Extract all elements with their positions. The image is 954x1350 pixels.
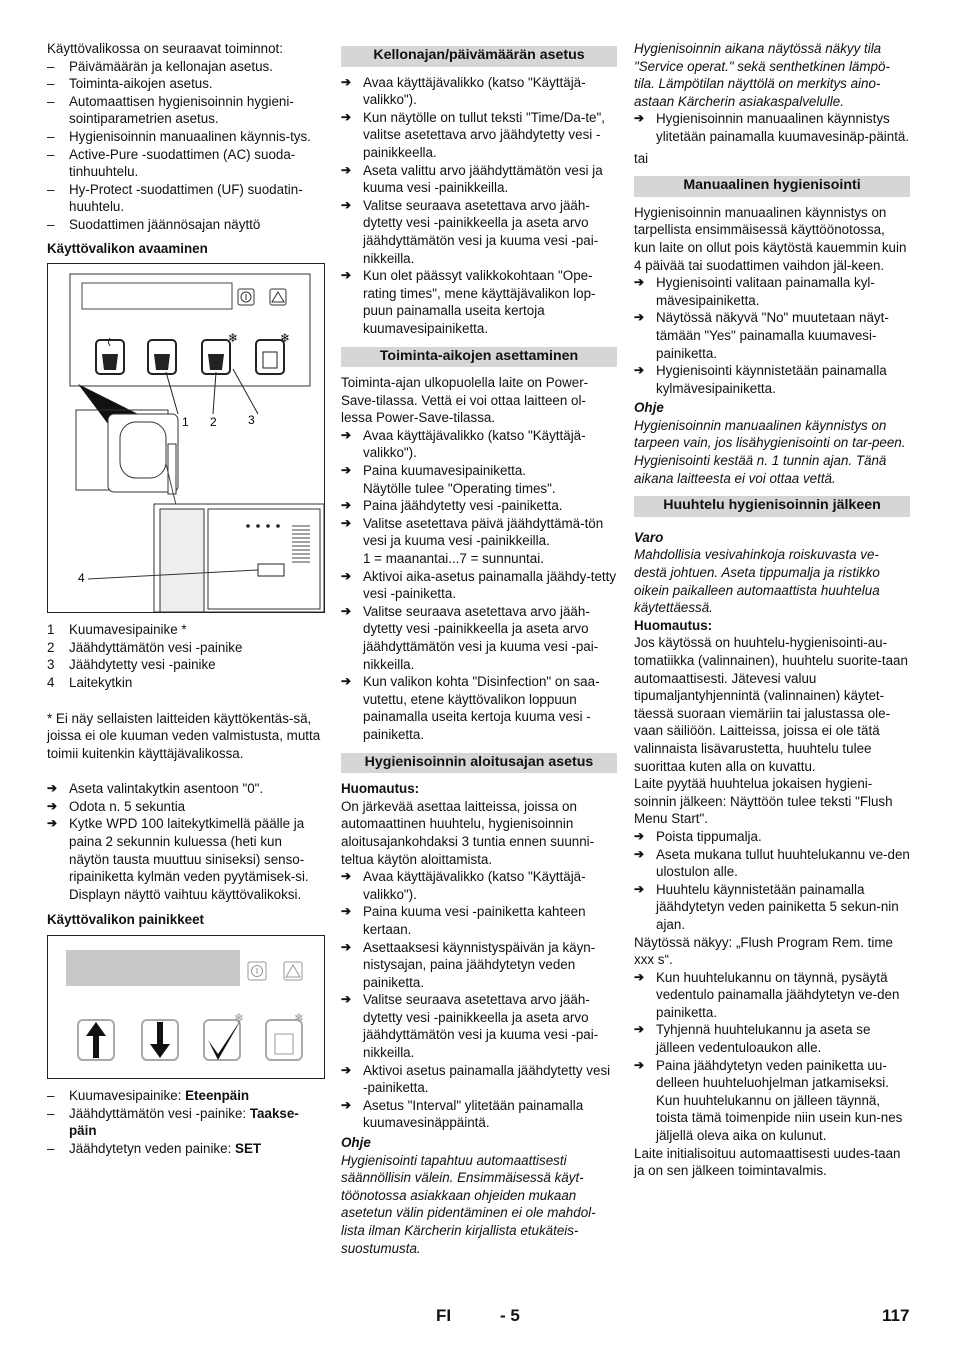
start-heading: Hygienisoinnin aloitusajan asetus bbox=[341, 753, 617, 774]
varo-text: Mahdollisia vesivahinkoja roiskuvasta ve-destä johtuen. Aseta tippumalja ja ristikko oikein paikalleen automaattista huuhtelua käytettäessä. bbox=[634, 547, 880, 616]
arrow-icon: ➔ bbox=[634, 275, 645, 290]
svg-text:❄: ❄ bbox=[280, 331, 291, 346]
ohje-label: Ohje bbox=[341, 1135, 371, 1151]
arrow-icon: ➔ bbox=[341, 603, 352, 618]
device-figure bbox=[47, 263, 325, 613]
arrow-icon: ➔ bbox=[341, 1062, 352, 1077]
flush-heading: Huuhtelu hygienisoinnin jälkeen bbox=[634, 496, 910, 517]
service-italic-note: Hygienisoinnin aikana näytössä näkyy tila "Service operat." sekä senthetkinen lämpö-tila. Lämpötilan näyttölä on merkitys aino-astaan Kärcherin asiakaspalvelulle. bbox=[634, 41, 890, 109]
huom-label: Huomautus: bbox=[634, 617, 713, 633]
column-1 bbox=[47, 40, 325, 1157]
function-list bbox=[47, 58, 325, 234]
menu-intro: Käyttövalikossa on seuraavat toiminnot: bbox=[47, 41, 283, 56]
times-note: Näytölle tulee "Operating times". bbox=[363, 480, 556, 496]
arrow-icon: ➔ bbox=[634, 111, 645, 126]
list-item: – Automaattisen hygienisoinnin hygieni-sointiparametrien asetus. bbox=[47, 93, 294, 127]
step-item: ➔ Avaa käyttäjävalikko (katso "Käyttäjä-valikko"). bbox=[341, 427, 586, 461]
step-item: ➔ Asettaaksesi käynnistyspäivän ja käyn-nistysajan, paina jäähdytetyn veden painiketta. bbox=[341, 939, 596, 990]
or-text: tai bbox=[634, 150, 649, 166]
back-button-icon bbox=[142, 1020, 178, 1060]
step-item: ➔ Näytössä näkyvä "No" muutetaan näyt-tämään "Yes" painamalla kuumavesi-painiketta. bbox=[634, 310, 889, 361]
list-item: – Suodattimen jäännösajan näyttö bbox=[47, 216, 261, 232]
manual-intro: Hygienisoinnin manuaalinen käynnistys on tarpellista ensimmäisessä käyttöönotossa, kun laite on ollut pois käytöstä kauemmin kuin 4 päivää tai suodattimen vaihdon jäl-keen. bbox=[634, 204, 907, 273]
arrow-icon: ➔ bbox=[341, 427, 352, 442]
arrow-icon: ➔ bbox=[634, 881, 645, 896]
button-legend-item: – Jäähdytetyn veden painike: SET bbox=[47, 1140, 262, 1156]
step-item: ➔ Valitse seuraava asetettava arvo jääh-dytetty vesi -painikkeella ja aseta arvo jäähdyttämätön vesi ja kuuma vesi -pai-nikkeilla. bbox=[341, 603, 599, 672]
legend-item: 4 Laitekytkin bbox=[47, 674, 133, 690]
arrow-icon: ➔ bbox=[634, 828, 645, 843]
callout-3: 3 bbox=[248, 413, 255, 428]
manual-heading: Manuaalinen hygienisointi bbox=[634, 176, 910, 197]
step-item: ➔ Kun olet päässyt valikkokohtaan "Ope-rating times", mene käyttäjävalikon lop-puun painamalla useita kertoja kuumavesipainiketta. bbox=[341, 268, 596, 336]
arrow-icon: ➔ bbox=[47, 781, 58, 796]
step-item: ➔ Poista tippumalja. bbox=[634, 828, 762, 844]
uncooled-water-button-icon bbox=[148, 340, 176, 374]
list-item: – Active-Pure -suodattimen (AC) suoda-tinhuuhtelu. bbox=[47, 146, 296, 180]
clock-heading: Kellonajan/päivämäärän asetus bbox=[341, 46, 617, 67]
legend-item: 3 Jäähdytetty vesi -painike bbox=[47, 657, 216, 673]
step-item: ➔ Aseta mukana tullut huuhtelukannu ve-den ulostulon alle. bbox=[634, 846, 910, 880]
step-item: ➔ Aseta valittu arvo jäähdyttämätön vesi ja kuuma vesi -painikkeilla. bbox=[341, 162, 603, 196]
list-item: – Päivämäärän ja kellonajan asetus. bbox=[47, 58, 273, 74]
step-item: ➔ Paina kuumavesipainiketta. bbox=[341, 463, 527, 479]
step-item: ➔ Paina jäähdytetty vesi -painiketta. bbox=[341, 498, 563, 514]
button-legend-item: – Jäähdyttämätön vesi -painike: Taakse-päin bbox=[47, 1105, 299, 1139]
step-item: ➔ Hygienisointi valitaan painamalla kyl-mävesipainiketta. bbox=[634, 275, 875, 308]
arrow-icon: ➔ bbox=[341, 268, 352, 283]
arrow-icon: ➔ bbox=[47, 798, 58, 813]
opening-heading: Käyttövalikon avaaminen bbox=[47, 240, 208, 256]
step-item: ➔ Avaa käyttäjävalikko (katso "Käyttäjä-valikko"). bbox=[341, 869, 586, 902]
menu-buttons-illustration bbox=[48, 936, 324, 1078]
legend-item: 1 Kuumavesipainike * bbox=[47, 622, 187, 638]
arrow-icon: ➔ bbox=[634, 846, 645, 861]
device-illustration bbox=[48, 264, 324, 612]
step-item: ➔ Asetus "Interval" ylitetään painamalla kuumavesinäppäintä. bbox=[341, 1097, 584, 1131]
flush-display: Näytössä näkyy: „Flush Program Rem. time xxx s“. bbox=[634, 934, 893, 968]
set-checkmark-button-icon bbox=[204, 1011, 244, 1060]
step-item: ➔ Valitse seuraava asetettava arvo jääh-dytetty vesi -painikkeella ja aseta arvo jäähdyttämätön vesi ja kuuma vesi -pai-nikkeilla. bbox=[341, 197, 599, 266]
step-item: ➔ Valitse seuraava asetettava arvo jääh-dytetty vesi -painikkeella ja aseta arvo jäähdyttämätön vesi ja kuuma vesi -pai-nikkeilla. bbox=[341, 992, 599, 1061]
varo-label: Varo bbox=[634, 529, 664, 545]
step-item: ➔ Aktivoi asetus painamalla jäähdytetty vesi -painiketta. bbox=[341, 1062, 611, 1096]
arrow-icon: ➔ bbox=[341, 939, 352, 954]
step-item: ➔ Valitse asetettava päivä jäähdyttämä-tön vesi ja kuuma vesi -painikkeilla. bbox=[341, 515, 604, 549]
step-item: ➔ Tyhjennä huuhtelukannu ja aseta se jälleen vedentuloaukon alle. bbox=[634, 1022, 871, 1056]
figure-legend bbox=[47, 621, 325, 691]
arrow-icon: ➔ bbox=[341, 197, 352, 212]
callout-4: 4 bbox=[78, 571, 85, 586]
arrow-icon: ➔ bbox=[634, 969, 645, 984]
times-intro: Toiminta-ajan ulkopuolella laite on Power-Save-tilassa. Vettä ei voi ottaa laitteen ol-lessa Power-Save-tilassa. bbox=[341, 375, 589, 426]
arrow-icon: ➔ bbox=[634, 310, 645, 325]
times-note: 1 = maanantai...7 = sunnuntai. bbox=[363, 551, 544, 567]
list-item: – Toiminta-aikojen asetus. bbox=[47, 76, 213, 92]
arrow-icon: ➔ bbox=[341, 1097, 352, 1112]
footer-language: FI bbox=[436, 1306, 452, 1325]
arrow-icon: ➔ bbox=[634, 1057, 645, 1072]
list-item: – Hy-Protect -suodattimen (UF) suodatin-huuhtelu. bbox=[47, 181, 303, 215]
buttons-heading: Käyttövalikon painikkeet bbox=[47, 912, 205, 928]
arrow-icon: ➔ bbox=[341, 904, 352, 919]
column-3 bbox=[634, 40, 910, 1180]
step-item: ➔ Huuhtelu käynnistetään painamalla jäähdytetyn veden painiketta 5 sekun-nin ajan. bbox=[634, 881, 899, 932]
svg-text:❄: ❄ bbox=[228, 331, 239, 346]
step-item: ➔ Hygienisoinnin manuaalinen käynnistys ylitetään painamalla kuumavesinäp-päintä. bbox=[634, 111, 910, 144]
button-legend-item: – Kuumavesipainike: Eteenpäin bbox=[47, 1088, 250, 1104]
column-2 bbox=[341, 40, 617, 1257]
ohje-text: Hygienisoinnin manuaalinen käynnistys on tarpeen vain, jos lisähygienisointi on tar-peen. Hygienisointi kestää n. 1 tunnin ajan. Tänä aikana laitteesta ei voi ottaa vettä. bbox=[634, 417, 906, 486]
step-item: ➔ Aktivoi aika-asetus painamalla jäähdy-tetty vesi -painiketta. bbox=[341, 568, 617, 602]
forward-button-icon bbox=[78, 1020, 114, 1060]
menu-buttons-figure bbox=[47, 935, 325, 1079]
callout-1: 1 bbox=[182, 415, 189, 430]
step-item: ➔ Paina jäähdytetyn veden painiketta uu-delleen huuhteluohjelman jatkamiseksi. Kun huuhtelukannu on jälleen täynnä, toista tämä toimenpide niin usein kun-nes jäljellä oleva aika on kulunut. bbox=[634, 1057, 903, 1144]
footer-local-page: - 5 bbox=[500, 1306, 520, 1325]
step-item: ➔ Aseta valintakytkin asentoon "0". bbox=[47, 781, 264, 797]
step-item: ➔ Avaa käyttäjävalikko (katso "Käyttäjä-valikko"). bbox=[341, 74, 586, 108]
svg-text:❄: ❄ bbox=[294, 1011, 305, 1026]
huom-text: Jos käytössä on huuhtelu-hygienisointi-au-tomatiikka (valinnainen), huuhtelu suorite-taan automaattisesti. Jätevesi valuu tipumaljantyhjennintä (valinnainen) käytet-täessä suoraan viemäriin tai jalustassa ole-vaan säiliöön. Laitteissa, joissa ei ole tätä valinnaista lisävarustetta, huuhtelu tulee suorittaa kuten alla on kuvattu. bbox=[634, 635, 908, 774]
arrow-icon: ➔ bbox=[341, 568, 352, 583]
step-item: ➔ Odota n. 5 sekuntia bbox=[47, 798, 186, 814]
step-item: ➔ Hygienisointi käynnistetään painamalla kylmävesipainiketta. bbox=[634, 363, 887, 396]
arrow-icon: ➔ bbox=[341, 498, 352, 513]
device-switch-icon bbox=[258, 564, 284, 576]
arrow-icon: ➔ bbox=[341, 515, 352, 530]
arrow-icon: ➔ bbox=[341, 674, 352, 689]
footer-page-number: 117 bbox=[882, 1306, 910, 1325]
ohje-label: Ohje bbox=[634, 400, 664, 416]
arrow-icon: ➔ bbox=[341, 869, 352, 884]
service-menu-button-icon bbox=[266, 1011, 304, 1060]
list-item: – Hygienisoinnin manuaalinen käynnis-tys. bbox=[47, 128, 311, 144]
arrow-icon: ➔ bbox=[341, 74, 352, 89]
flush-outro: Laite initialisoituu automaattisesti uudes-taan ja on sen jälkeen toimintavalmis. bbox=[634, 1145, 901, 1179]
hot-water-button-icon bbox=[96, 338, 124, 374]
ohje-text: Hygienisointi tapahtuu automaattisesti säännöllisin välein. Ensimmäisessä käyt-töönotossa asiakkaan ohjeiden mukaan asetetun välin pidentäminen ei ole mahdol-lista ilman Kärcherin kirjallista etukäteis-suostumusta. bbox=[341, 1152, 596, 1256]
display-lcd bbox=[66, 950, 240, 986]
flush-intro: Laite pyytää huuhtelua jokaisen hygieni-soinnin jälkeen: Näyttöön tulee teksti "Flush Menu Start". bbox=[634, 776, 893, 827]
step-item: ➔ Kun näytölle on tullut teksti "Time/Da-te", valitse asetettava arvo jäähdytetty vesi -painikkeella. bbox=[341, 109, 605, 160]
arrow-icon: ➔ bbox=[47, 816, 58, 831]
callout-2: 2 bbox=[210, 415, 217, 430]
legend-item: 2 Jäähdyttämätön vesi -painike bbox=[47, 639, 243, 655]
times-heading: Toiminta-aikojen asettaminen bbox=[341, 347, 617, 368]
arrow-icon: ➔ bbox=[634, 1022, 645, 1037]
step-item: ➔ Paina kuuma vesi -painiketta kahteen kertaan. bbox=[341, 904, 586, 937]
step-item: ➔ Kun valikon kohta "Disinfection" on saa-vutettu, etene käyttövalikon loppuun painamalla useita kertoja kuuma vesi -painiketta. bbox=[341, 674, 600, 742]
svg-text:❄: ❄ bbox=[234, 1011, 245, 1026]
arrow-icon: ➔ bbox=[341, 992, 352, 1007]
start-note: On järkevää asettaa laitteissa, joissa on automaattinen huuhtelu, hygienisoinnin aloitusajankohdaksi 3 tuntia ennen suunni-teltua käytön aloittamista. bbox=[341, 798, 595, 867]
footnote: * Ei näy sellaisten laitteiden käyttökentäs-sä, joissa ei ole kuuman veden valmistusta, mutta toimii kuitenkin käyttäjävalikossa. bbox=[47, 710, 321, 761]
step-item: ➔ Kun huuhtelukannu on täynnä, pysäytä vedentulo painamalla jäähdytetyn ve-den painiketta. bbox=[634, 969, 900, 1020]
step-item: ➔ Kytke WPD 100 laitekytkimellä päälle ja paina 2 sekunnin kuluessa (heti kun näytön tausta muuttuu siniseksi) senso-ripainiketta kylmän veden pyytämisek-si. Displayn näyttö vaihtuu käyttövalikoksi. bbox=[47, 816, 309, 902]
arrow-icon: ➔ bbox=[341, 463, 352, 478]
arrow-icon: ➔ bbox=[341, 162, 352, 177]
start-note-label: Huomautus: bbox=[341, 781, 420, 797]
arrow-icon: ➔ bbox=[341, 109, 352, 124]
arrow-icon: ➔ bbox=[634, 363, 645, 378]
